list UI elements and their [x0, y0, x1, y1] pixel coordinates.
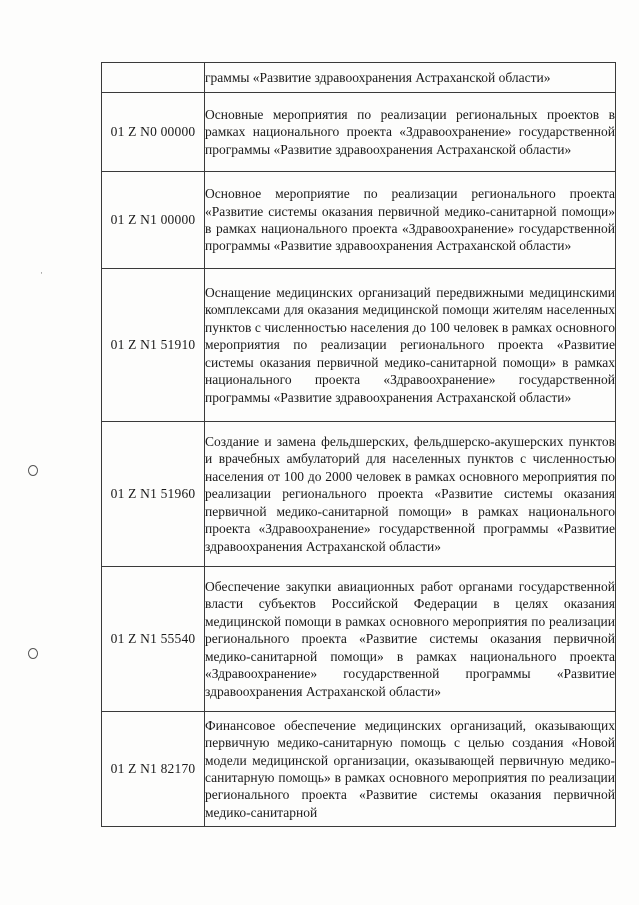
table-row — [102, 93, 616, 172]
punch-hole-mark — [28, 648, 38, 659]
code-cell: 01 Z N1 00000 — [102, 172, 205, 269]
description-cell: Основные мероприятия по реализации региональных проектов в рамках национального проекта «Здравоохранение» государственной программы «Развитие здравоохранения Астраханской области» — [205, 93, 616, 172]
code-cell — [102, 63, 205, 93]
description-cell: Основное мероприятие по реализации регионального проекта «Развитие системы оказания первичной медико-санитарной помощи» в рамках национального проекта «Здравоохранение» государственной программы «Развитие здравоохранения Астраханской области» — [205, 172, 616, 269]
description-cell: Финансовое обеспечение медицинских организаций, оказывающих первичную медико-санитарную помощь с целью создания «Новой модели медицинской организации, оказывающей первичную медико-санитарную помощь» в рамках основного мероприятия по реализации регионального проекта «Развитие системы оказания первичной медико-санитарной — [205, 712, 616, 827]
description-cell: Создание и замена фельдшерских, фельдшерско-акушерских пунктов и врачебных амбулаторий для населенных пунктов с численностью населения от 100 до 2000 человек в рамках основного мероприятия по реализации регионального проекта «Развитие системы оказания первичной медико-санитарной помощи» в рамках национального проекта «Здравоохранение» государственной программы «Развитие здравоохранения Астраханской области» — [205, 422, 616, 567]
table-row — [102, 63, 616, 93]
table-row — [102, 172, 616, 269]
table-row — [102, 567, 616, 712]
code-cell: 01 Z N1 51960 — [102, 422, 205, 567]
code-cell: 01 Z N1 82170 — [102, 712, 205, 827]
table-row — [102, 269, 616, 422]
description-cell: Оснащение медицинских организаций передвижными медицинскими комплексами для оказания медицинской помощи жителям населенных пунктов с численностью населения до 100 человек в рамках основного мероприятия по реализации регионального проекта «Развитие системы оказания первичной медико-санитарной помощи» в рамках национального проекта «Здравоохранение» государственной программы «Развитие здравоохранения Астраханской области» — [205, 269, 616, 422]
code-cell: 01 Z N0 00000 — [102, 93, 205, 172]
table-row — [102, 422, 616, 567]
code-cell: 01 Z N1 55540 — [102, 567, 205, 712]
budget-classification-table — [101, 62, 616, 827]
description-cell: граммы «Развитие здравоохранения Астраханской области» — [205, 63, 616, 93]
description-cell: Обеспечение закупки авиационных работ органами государственной власти субъектов Российской Федерации в целях оказания медицинской помощи в рамках основного мероприятия по реализации регионального проекта «Развитие системы оказания первичной медико-санитарной помощи» в рамках национального проекта «Здравоохранение» государственной программы «Развитие здравоохранения Астраханской области» — [205, 567, 616, 712]
scan-speck: · — [40, 268, 43, 278]
table-row — [102, 712, 616, 827]
code-cell: 01 Z N1 51910 — [102, 269, 205, 422]
punch-hole-mark — [28, 465, 38, 476]
